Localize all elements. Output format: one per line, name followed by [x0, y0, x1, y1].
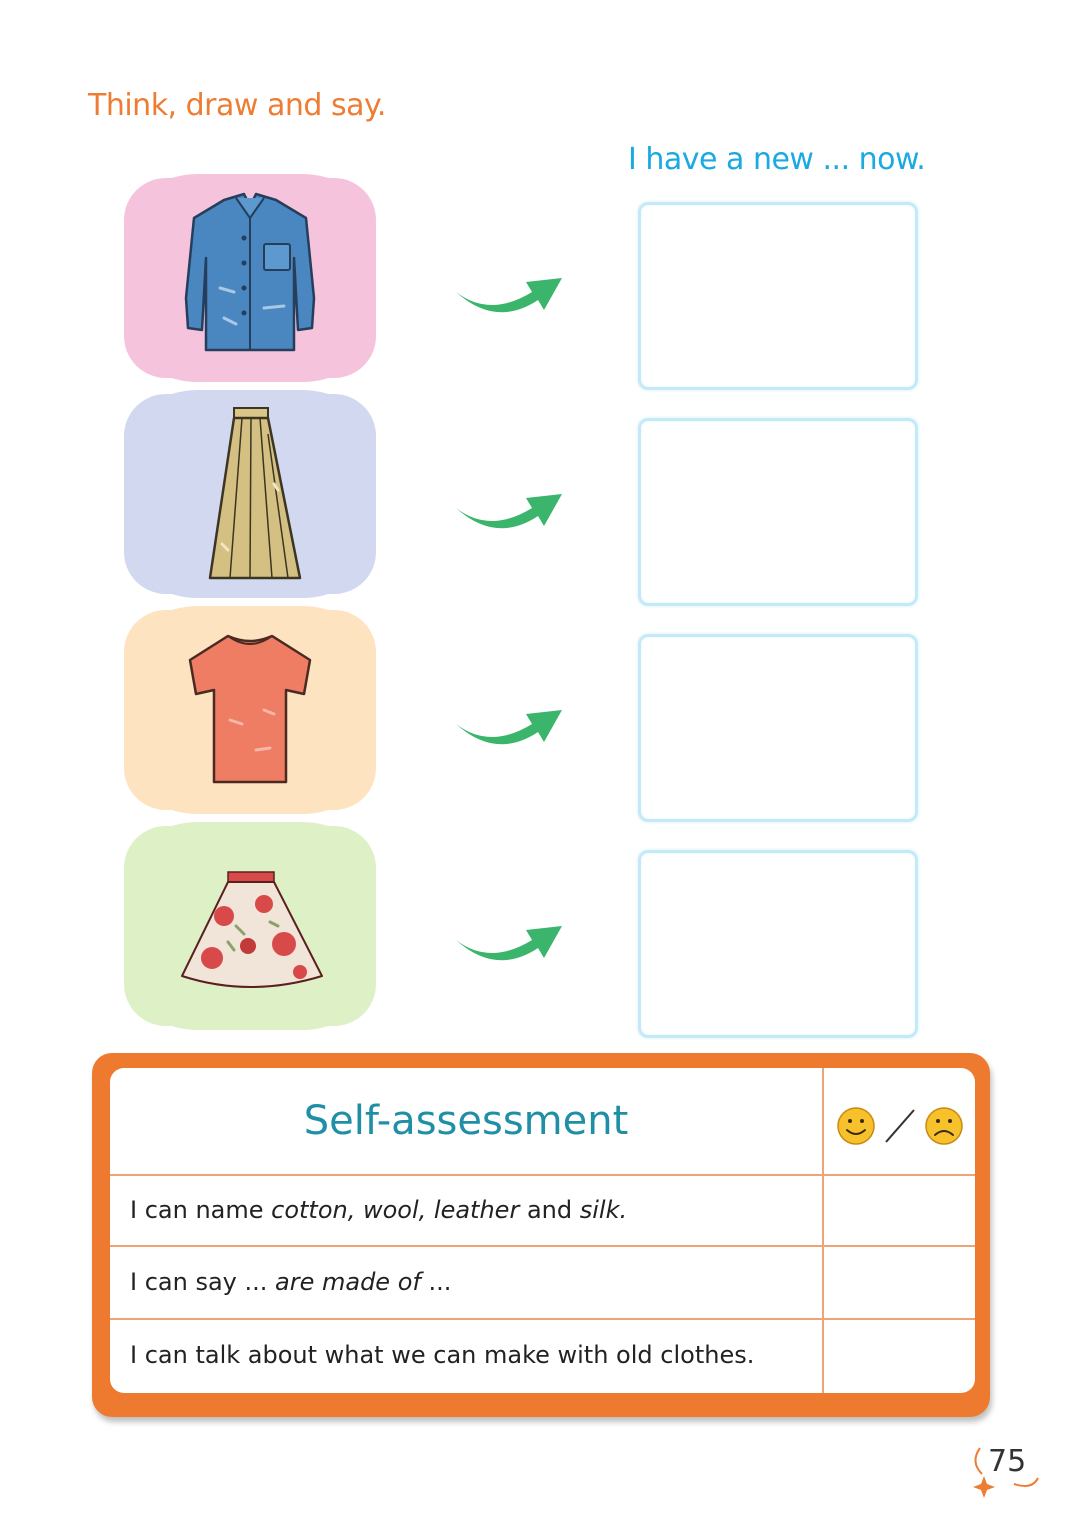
arrow-icon: [450, 256, 570, 326]
statement-text: ...: [420, 1268, 452, 1296]
flower-skirt-icon: [124, 826, 376, 1026]
sad-face-icon: [926, 1108, 962, 1144]
statement-text: I can say ...: [130, 1268, 276, 1296]
assessment-statement-2: [130, 1268, 451, 1296]
assessment-statement-3: [130, 1341, 754, 1369]
self-assessment-table: [110, 1068, 975, 1393]
rating-cell-1[interactable]: [824, 1176, 975, 1245]
statement-text: I can name: [130, 1196, 272, 1224]
self-assessment-title: Self-assessment: [303, 1098, 629, 1144]
denim-shirt-icon: [124, 178, 376, 378]
rating-cell-2[interactable]: [824, 1247, 975, 1318]
statement-italic: are made of: [275, 1268, 421, 1296]
drawing-box[interactable]: [638, 634, 918, 822]
drawing-prompt: I have a new ... now.: [628, 142, 926, 177]
rating-cell-3[interactable]: [824, 1320, 975, 1393]
smiley-sad-rating-header: [836, 1104, 966, 1148]
row-4: [0, 826, 1080, 1026]
row-1: [0, 178, 1080, 378]
arrow-icon: [450, 904, 570, 974]
slash-divider: [886, 1110, 914, 1142]
row-3: [0, 610, 1080, 810]
page-number: 75: [988, 1444, 1027, 1479]
drawing-box[interactable]: [638, 850, 918, 1038]
drawing-box[interactable]: [638, 418, 918, 606]
drawing-box[interactable]: [638, 202, 918, 390]
row-2: [0, 394, 1080, 594]
statement-italic: silk.: [579, 1196, 628, 1224]
long-skirt-icon: [124, 394, 376, 594]
arrow-icon: [450, 688, 570, 758]
instruction-heading: Think, draw and say.: [88, 88, 386, 123]
statement-text: I can talk about what we can make with old clothes.: [130, 1341, 755, 1369]
arrow-icon: [450, 472, 570, 542]
statement-italic: cotton, wool, leather: [271, 1196, 520, 1224]
tshirt-icon: [124, 610, 376, 810]
assessment-statement-1: [130, 1196, 627, 1224]
smiley-face-icon: [838, 1108, 874, 1144]
statement-text: and: [519, 1196, 580, 1224]
